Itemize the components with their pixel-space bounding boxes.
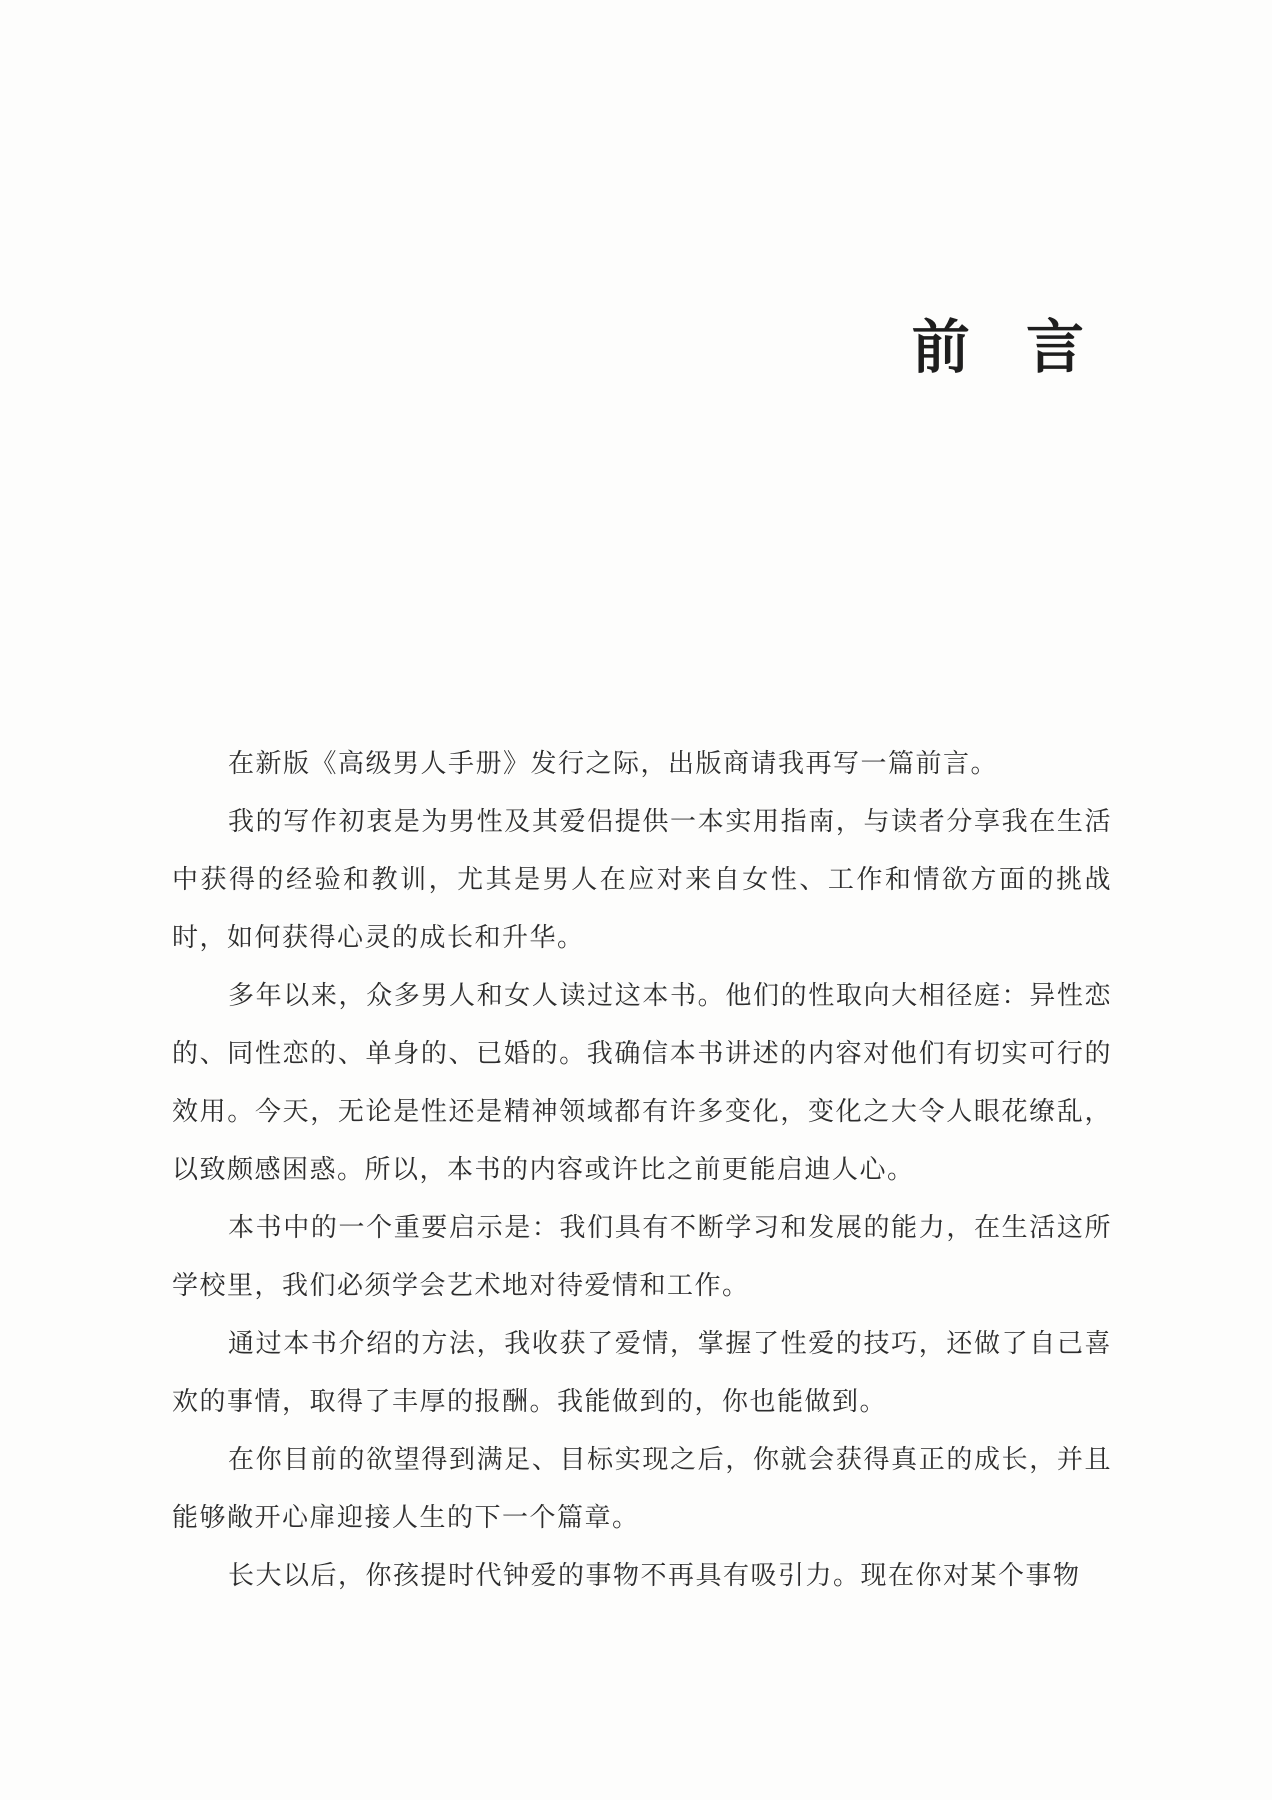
body-text — [172, 735, 1112, 1605]
paragraph: 在你目前的欲望得到满足、目标实现之后，你就会获得真正的成长，并且能够敞开心扉迎接人生的下一个篇章。 — [172, 1445, 1112, 1533]
paragraph: 本书中的一个重要启示是：我们具有不断学习和发展的能力，在生活这所学校里，我们必须学会艺术地对待爱情和工作。 — [172, 1213, 1112, 1301]
paragraph: 我的写作初衷是为男性及其爱侣提供一本实用指南，与读者分享我在生活中获得的经验和教训，尤其是男人在应对来自女性、工作和情欲方面的挑战时，如何获得心灵的成长和升华。 — [172, 807, 1112, 953]
paragraph: 多年以来，众多男人和女人读过这本书。他们的性取向大相径庭：异性恋的、同性恋的、单身的、已婚的。我确信本书讲述的内容对他们有切实可行的效用。今天，无论是性还是精神领域都有许多变化，变化之大令人眼花缭乱，以致颇感困惑。所以，本书的内容或许比之前更能启迪人心。 — [172, 981, 1112, 1185]
paragraph: 通过本书介绍的方法，我收获了爱情，掌握了性爱的技巧，还做了自己喜欢的事情，取得了丰厚的报酬。我能做到的，你也能做到。 — [172, 1329, 1112, 1417]
chapter-heading: 前 言 — [911, 313, 1102, 381]
paragraph: 长大以后，你孩提时代钟爱的事物不再具有吸引力。现在你对某个事物 — [228, 1561, 1081, 1591]
paragraph: 在新版《高级男人手册》发行之际，出版商请我再写一篇前言。 — [228, 749, 999, 779]
